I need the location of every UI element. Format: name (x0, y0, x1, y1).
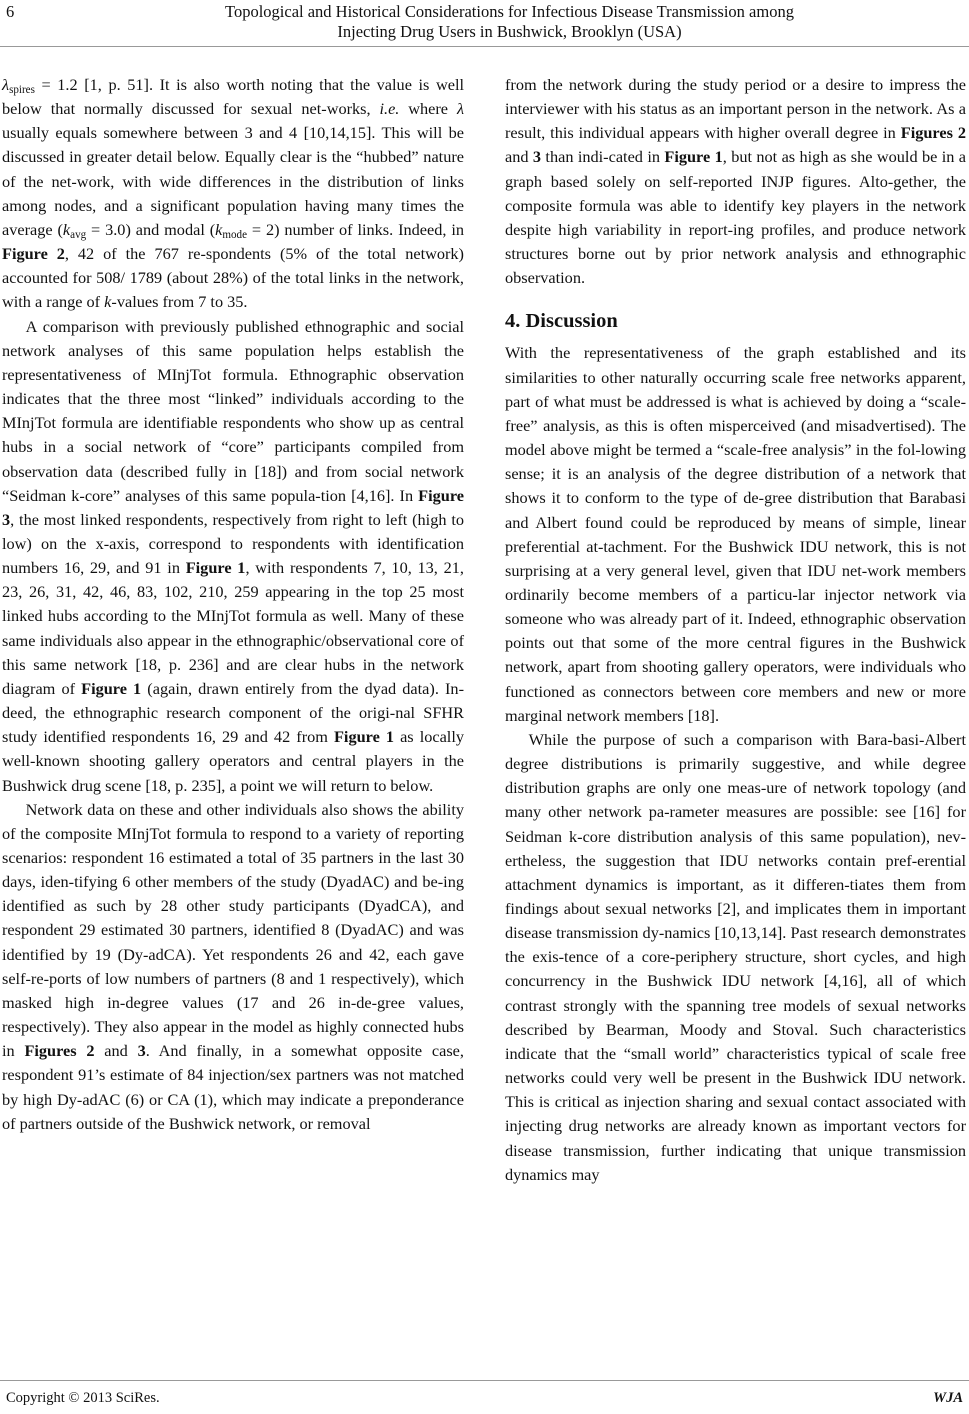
text-run: usually equals somewhere between 3 and 4 [10,14,15]. This will be discussed in greater detail below. Equally clear is the “hubbed” nature of the net-work, with wide differences in the distribution of links among nodes, and a significant population having many times the average ( (2, 123, 464, 239)
paragraph (2, 798, 464, 1136)
paragraph: While the purpose of such a comparison with Bara-basi-Albert degree distributions is primarily suggestive, and while degree distribution graphs are only one meas-ure of network topology (and many other network pa-rameter measures are possible: see [16] for Seidman k-core distribution analysis of this same population), nev-ertheless, the suggestion that IDU networks contain pref-erential attachment dynamics is important, as it differen-tiates them from findings about sexual networks [2], and implicates them in important disease transmission dy-namics [10,13,14]. Past research demonstrates the exis-tence of a core-periphery structure, short cycles, and high concurrency in the Bushwick IDU network [4,16], all of which contrast strongly with the spanning tree models of sexual networks described by Bearman, Moody and Stoval. Such characteristics indicate that the “small world” characteristics typical of scale free networks could very well be present in the Bushwick IDU network. This is critical as injection sharing and sexual contact associated with injecting drug networks are already known as important vectors for disease transmission, further indicating that unique transmission dynamics may (505, 729, 966, 1184)
running-title (60, 2, 959, 42)
paragraph (2, 73, 464, 315)
text-run: , 42 of the 767 re-spondents (5% of the total network) accounted for 508/ 1789 (about 28%) of the total links in the network, with a range of (2, 244, 464, 312)
lambda-symbol: λ (456, 99, 464, 119)
text-run: . And finally, in a somewhat opposite case, respondent 91’s estimate of 84 injection/sex partners was not matched by high Dy-adAC (6) or CA (1), which may indicate a preponderance of partners outside of the Bushwick network, or removal (2, 1041, 464, 1133)
figure-ref: Figure 1 (185, 558, 246, 578)
text-run: = 2) number of links. Indeed, in (247, 219, 464, 239)
section-heading: 4. Discussion (505, 310, 618, 333)
left-column (2, 73, 464, 1136)
text-run: = 1.2 [1, p. 51]. It is also worth noting that the value is well below that normally discussed for sexual net-works, (2, 75, 464, 119)
text-run: (again, drawn entirely from the dyad data). In-deed, the ethnographic research component of the origi-nal SFHR study identified respondents 16, 29 and 42 from (2, 678, 464, 747)
text-run: i.e. (379, 99, 400, 119)
text-run: -values from 7 to 35. (111, 292, 248, 312)
text-run: from the network during the study period or a desire to impress the interviewer with his status as an important person in the network. As a result, this individual appears with higher overall degree in (505, 75, 966, 143)
text-run: and (94, 1041, 138, 1061)
text-run: as locally well-known shooting gallery operators and central players in the Bushwick drug scene [18, p. 235], a point we will return to below. (2, 727, 464, 795)
k-symbol: k (215, 219, 223, 239)
right-column (505, 73, 966, 1187)
text-run: where (399, 99, 457, 119)
text-run: Network data on these and other individuals also shows the ability of the composite MInjTot formula to respond to a variety of reporting scenarios: respondent 16 estimated a total of 35 partners in the last 30 days, iden-tifying 6 other members of the study (DyadAC) and be-ing identified as such by 28 other study participants (DyadCA), and respondent 29 estimated 30 partners, identified 8 (DyadAC) and was identified by 19 (Dy-adCA). Yet respondents 26 and 42, each gave self-re-ports of low numbers of partners (8 and 1 respectively), which masked high in-degree values (17 and 26 in-de-gree values, respectively). They also appear in the model as highly connected hubs in (2, 799, 464, 1061)
paragraph (505, 73, 966, 290)
text-run: , the most linked respondents, respectively from right to left (high to low) on the x-axis, correspond to respondents with identification numbers 16, 29, and 91 in (2, 509, 464, 578)
figure-ref: 3 (137, 1041, 146, 1061)
text-run: = 3.0) and modal ( (86, 219, 216, 239)
text-run: A comparison with previously published ethnographic and social network analyses of this same population helps establish the representativeness of MInjTot formula. Ethnographic observation indicates that the three most “linked” individuals according to the MInjTot formula are identifiable respondents who show up as central hubs in a social network of “core” participants compiled from observation data (described fully in [18]) and from social network “Seidman k-core” analyses of this same popula-tion [4,16]. In (2, 316, 464, 505)
k-symbol: k (104, 292, 112, 312)
footer-rule (0, 1380, 969, 1381)
text-run: and (505, 147, 533, 167)
figure-ref: 3 (532, 147, 542, 167)
text-run: than indi-cated in (541, 147, 665, 167)
paragraph (2, 315, 464, 798)
paragraph: With the representativeness of the graph established and its similarities to other naturally occurring scale free networks apparent, part of what must be addressed is what is achieved by doing a “scale-free” analysis, as this is often misperceived (and misadvertised). The model above might be termed a “scale-free analysis” in the fol-lowing sense; it is an analysis of the degree distribution of a network that shows it to conform to the type of de-gree distribution that Barabasi and Albert found could be reproduced by means of simple, linear preferential at-tachment. For the Bushwick IDU network, this is not surprising at a very general level, given that IDU net-work members ordinarily become members of a particu-lar injector network via someone who was already part of it. Indeed, ethnographic observation points out that some of the more central figures in the Bushwick network, apart from shooting gallery operators, were individuals who functioned as connectors between core members and new or more marginal network members [18]. (505, 343, 966, 725)
figure-ref: Figures 2 (900, 123, 966, 143)
figure-ref: Figure 1 (333, 727, 395, 747)
subscript: mode (222, 228, 248, 241)
journal-abbrev: WJA (933, 1390, 963, 1406)
lambda-symbol: λ (2, 75, 10, 94)
page-number: 6 (6, 2, 15, 21)
text-run: , but not as high as she would be in a graph based solely on self-reported INJP figures. Alto-gether, the composite formula was able to identify key players in the network despite high variability in report-ing profiles, and produce network structures borne out by prior network analysis and ethnographic observation. (505, 147, 966, 288)
text-run: , with respondents 7, 10, 13, 21, 23, 26, 31, 42, 46, 83, 102, 210, 259 appearing in the top 25 most linked hubs according to the MInjTot formula as well. Many of these same individuals also appear in the ethnographic/observational core of this same network [18, p. 236] and are clear hubs in the network diagram of (2, 558, 464, 698)
running-title-line-2: Injecting Drug Users in Bushwick, Brooklyn (USA) (337, 22, 682, 41)
subscript: avg (70, 228, 87, 241)
header-rule (0, 46, 969, 47)
figure-ref: Figure 2 (2, 244, 65, 264)
figure-ref: Figure 1 (664, 147, 723, 167)
page-header (0, 0, 969, 40)
k-symbol: k (62, 219, 71, 239)
running-title-line-1: Topological and Historical Considerations for Infectious Disease Transmission among (225, 2, 794, 21)
figure-ref: Figure 3 (2, 485, 464, 529)
figure-ref: Figures 2 (24, 1041, 95, 1061)
copyright-notice: Copyright © 2013 SciRes. (6, 1390, 160, 1406)
figure-ref: Figure 1 (81, 678, 142, 698)
subscript: spires (9, 83, 35, 96)
